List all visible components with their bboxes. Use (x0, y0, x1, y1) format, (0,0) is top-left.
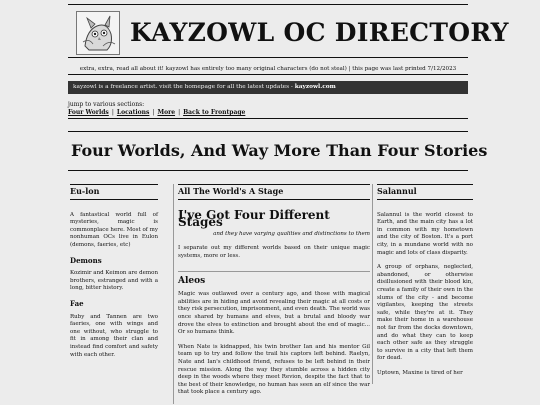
divider (178, 271, 370, 272)
jump-link-more[interactable]: More (157, 109, 176, 116)
middle-column (173, 184, 370, 404)
page (68, 4, 509, 405)
aleos-heading: Aleos (178, 275, 206, 286)
left-column-heading: Eu-lon (70, 184, 158, 200)
jump-nav-links (68, 109, 468, 116)
jump-link-locations[interactable]: Locations (116, 109, 150, 116)
section-headline: Four Worlds, And Way More Than Four Stories (68, 131, 468, 171)
masthead (68, 4, 509, 58)
demons-text: Kozimir and Keimon are demon brothers, estranged and with a long, bitter history. (70, 270, 158, 292)
aleos-paragraph-1: Magic was outlawed over a century ago, and those with magical abilities are in hiding and avoid revealing their magic at all costs or they risk persecution, imprisonment, and even death. The world was once shared by humans and elves, but a brutal and bloody war drove the elves to extinction and brought about the end of magic... Or so humans think. (178, 291, 370, 336)
middle-column-subtitle: and they have varying qualities and distinctions to them (213, 230, 370, 237)
jump-link-four-worlds[interactable]: Four Worlds (68, 109, 109, 116)
salannul-paragraph-2: A group of orphans, neglected, abandoned, or otherwise disillusioned with their blood kin, create a family of their own in the slums of the city - and become vigilantes, keeping the streets safe, while they're at it. They make their home in a warehouse not far from the docks downtown, and do what they can to keep each other safe as they struggle to survive in a city that left them for dead. (377, 264, 473, 362)
fae-text: Ruby and Tannen are two faeries, one with wings and one without, who struggle to fit in among their clan and instead find comfort and safety with each other. (70, 313, 158, 358)
fae-heading: Fae (70, 298, 84, 308)
left-column (70, 184, 158, 366)
notice-text: kayzowl is a freelance artist. visit the homepage for all the latest updates - (73, 84, 295, 90)
tagline: extra, extra, read all about it! kayzowl has entirely too many original characters (do not steal) | this page was last printed 7/12/2023 (68, 62, 468, 75)
salannul-paragraph-3: Uptown, Maxine is tired of her (377, 369, 463, 376)
right-column (372, 184, 473, 384)
salannul-paragraph-1: Salannul is the world closest to Earth, and the main city has a lot in common with my hometown and the city of Boston. It's a port city, in a mundane world with no magic and lots of class disparity. (377, 211, 473, 256)
middle-column-title: I've Got Four Different Stages (178, 207, 330, 230)
owl-logo-drawing (77, 12, 119, 54)
separator: | (111, 109, 114, 116)
notice-bar (68, 81, 468, 94)
left-column-intro: A fantastical world full of mysteries, magic is commonplace here. Most of my nonhuman OCs live in Eulon (demons, faeries, etc) (70, 211, 158, 248)
separator: | (152, 109, 155, 116)
middle-column-heading: All The World's A Stage (178, 184, 370, 200)
site-title: KAYZOWL OC DIRECTORY (130, 18, 509, 47)
jump-nav-label: jump to various sections: (68, 101, 145, 108)
jump-link-frontpage[interactable]: Back to Frontpage (183, 109, 246, 116)
aleos-paragraph-2: When Nate is kidnapped, his twin brother Ian and his mentor Gil team up to try and follow the trail his captors left behind. Raelyn, Nate and Ian's childhood friend, refuses to be left behind in their rescue mission. Along the way they stumble across a hidden city deep in the woods where they meet Revion, despite the fact that to the best of their knowledge, no human has seen an elf since the war that took place a century ago. (178, 343, 370, 396)
homepage-link[interactable]: kayzowl.com (294, 84, 336, 90)
demons-heading: Demons (70, 255, 102, 265)
jump-nav (68, 101, 468, 119)
separator: | (178, 109, 181, 116)
owl-logo-icon[interactable] (76, 11, 120, 55)
right-column-heading: Salannul (377, 184, 473, 200)
middle-column-intro: I separate out my different worlds based on their unique magic systems, more or less. (178, 245, 370, 259)
